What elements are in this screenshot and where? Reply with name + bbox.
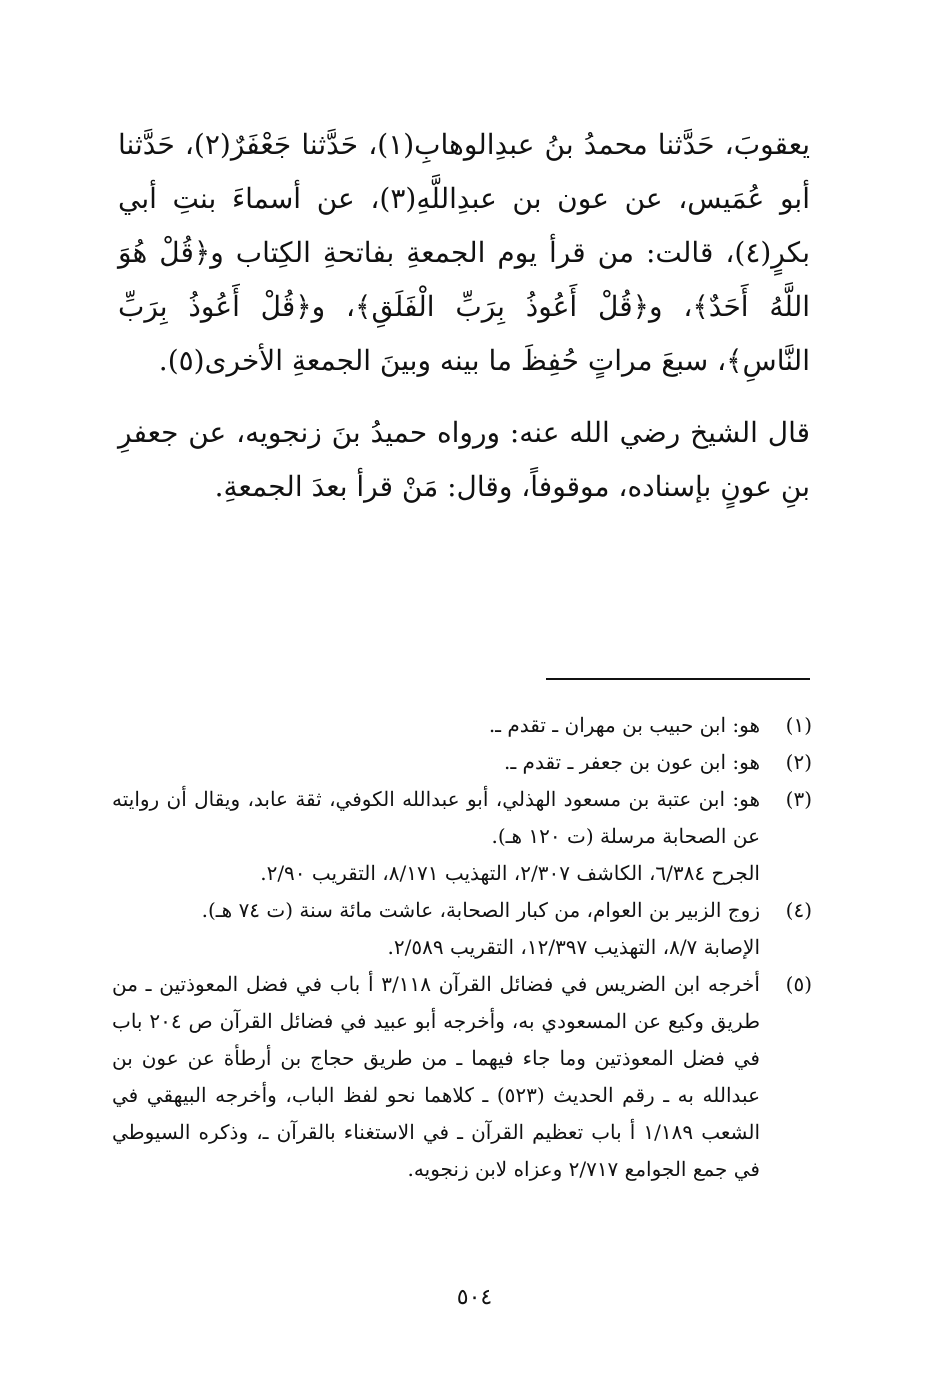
footnote-references: الإصابة ٨/٧، التهذيب ١٢/٣٩٧، التقريب ٢/٥٨٩. — [387, 935, 760, 959]
footnote-body — [112, 966, 760, 1188]
paragraph-commentary-text: قال الشيخ رضي الله عنه: ورواه حميدُ بنَ زنجويه، عن جعفرِ بنِ عونٍ بإسناده، موقوفاً، وقال: مَنْ قرأ بعدَ الجمعةِ. — [118, 416, 810, 503]
paragraph-hadith — [118, 118, 810, 388]
main-text — [118, 118, 810, 514]
paragraph-hadith-text: يعقوبَ، حَدَّثنا محمدُ بنُ عبدِالوهابِ(١)، حَدَّثنا جَعْفَرٌ(٢)، حَدَّثنا أبو عُمَيس، عن عون بن عبدِاللَّهِ(٣)، عن أسماءَ بنتِ أبي بكرٍ(٤)، قالت: من قرأ يوم الجمعةِ بفاتحةِ الكِتاب و﴿قُلْ هُوَ اللَّهُ أَحَدٌ﴾، و﴿قُلْ أَعُوذُ بِرَبِّ الْفَلَقِ﴾، و﴿قُلْ أَعُوذُ بِرَبِّ النَّاسِ﴾، سبعَ مراتٍ حُفِظَ ما بينه وبينَ الجمعةِ الأخرى(٥). — [118, 128, 811, 377]
footnote-number: (٣) — [785, 787, 812, 811]
footnote-line: هو: ابن عتبة بن مسعود الهذلي، أبو عبدالله الكوفي، ثقة عابد، ويقال أن روايته عن الصحابة مرسلة (ت ١٢٠ هـ). — [112, 787, 760, 848]
paragraph-commentary — [118, 406, 810, 514]
footnote-number: (٤) — [785, 898, 812, 922]
footnote-5 — [112, 966, 812, 1188]
footnote-body — [112, 744, 760, 781]
footnote-number: (١) — [785, 713, 812, 737]
footnote-line: هو: ابن عون بن جعفر ـ تقدم ـ. — [503, 750, 760, 774]
footnote-body — [112, 892, 760, 966]
footnote-line: هو: ابن حبيب بن مهران ـ تقدم ـ. — [488, 713, 760, 737]
footnote-number: (٢) — [785, 750, 812, 774]
footnote-3 — [112, 781, 812, 892]
footnote-1 — [112, 707, 812, 744]
footnote-2 — [112, 744, 812, 781]
footnote-body — [112, 707, 760, 744]
footnote-body — [112, 781, 760, 892]
footnote-line: أخرجه ابن الضريس في فضائل القرآن ٣/١١٨ أ باب في فضل المعوذتين ـ من طريق وكيع عن المسعودي به، وأخرجه أبو عبيد في فضائل القرآن ص ٢٠٤ باب في فضل المعوذتين وما جاء فيهما ـ من طريق حجاج بن أرطأة عن عون بن عبدالله به ـ رقم الحديث (٥٢٣) ـ كلاهما نحو لفظ الباب، وأخرجه البيهقي في الشعب ١/١٨٩ أ باب تعظيم القرآن ـ في الاستغناء بالقرآن ـ، وذكره السيوطي في جمع الجوامع ٢/٧١٧ وعزاه لابن زنجويه. — [112, 972, 760, 1181]
footnote-4 — [112, 892, 812, 966]
page-number: ٥٠٤ — [456, 1285, 493, 1310]
footnote-references: الجرح ٦/٣٨٤، الكاشف ٢/٣٠٧، التهذيب ٨/١٧١، التقريب ٢/٩٠. — [260, 861, 760, 885]
footnote-line: زوج الزبير بن العوام، من كبار الصحابة، عاشت مائة سنة (ت ٧٤ هـ). — [201, 898, 760, 922]
footnote-number: (٥) — [785, 972, 812, 996]
footnotes — [112, 707, 812, 1188]
footnote-separator — [546, 678, 810, 680]
